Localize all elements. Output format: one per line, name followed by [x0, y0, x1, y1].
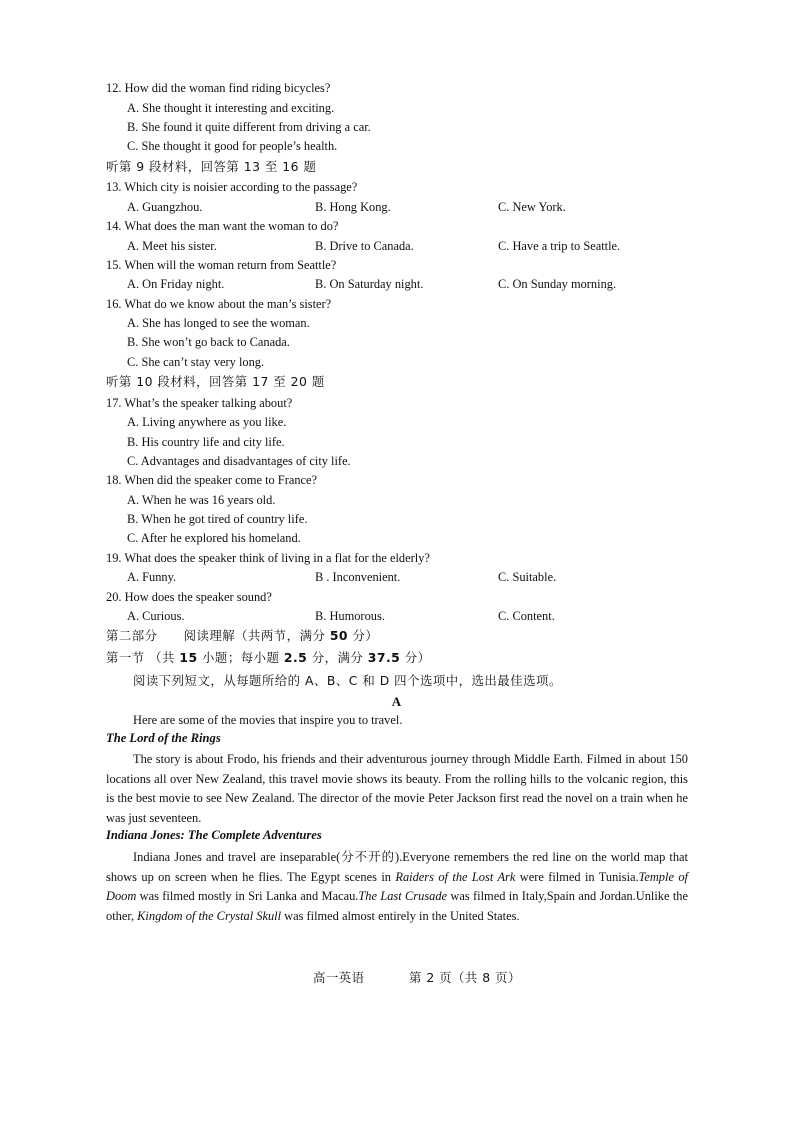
- section-1-tail: 分）: [400, 650, 431, 665]
- movie-2-film-4: Kingdom of the Crystal Skull: [137, 908, 282, 923]
- movie-1-paragraph: [106, 750, 688, 828]
- option-17c: C. Advantages and disadvantages of city life.: [127, 454, 351, 468]
- movie-2-title: Indiana Jones: The Complete Adventures: [106, 828, 322, 842]
- movie-1-title: The Lord of the Rings: [106, 731, 221, 745]
- option-16c: C. She can’t stay very long.: [127, 355, 265, 369]
- option-19a: A. Funny.: [127, 570, 177, 584]
- question-12: 12. How did the woman find riding bicycles?: [106, 81, 331, 95]
- option-20b: B. Humorous.: [315, 609, 385, 623]
- movie-2-paragraph: [106, 848, 688, 926]
- part-2-title: 阅读理解（共两节，满分: [183, 628, 330, 643]
- option-18b: B. When he got tired of country life.: [127, 512, 308, 526]
- question-20: 20. How does the speaker sound?: [106, 590, 272, 604]
- option-19b: B . Inconvenient.: [315, 570, 401, 584]
- part-2-heading: [106, 628, 378, 644]
- question-15: 15. When will the woman return from Seattle?: [106, 258, 337, 272]
- option-20a: A. Curious.: [127, 609, 185, 623]
- option-13c: C. New York.: [498, 200, 566, 214]
- movie-1-text: The story is about Frodo, his friends and their adventurous journey through Middle Earth. Filmed in about 150 locations all over New Zealand, this travel movie shows its beauty. From the rolling hills to the volcanic region, this is the best movie to see New Zealand. The director of the movie Peter Jackson first read the novel on a train when he was just seventeen.: [106, 752, 688, 825]
- footer-page-number: 第 2 页（共 8 页）: [409, 970, 521, 985]
- section-1-heading: [106, 650, 431, 666]
- option-14c: C. Have a trip to Seattle.: [498, 239, 621, 253]
- movie-2-film-3: The Last Crusade: [358, 889, 448, 903]
- option-18c: C. After he explored his homeland.: [127, 531, 301, 545]
- option-12c: C. She thought it good for people’s health.: [127, 139, 338, 153]
- section-10-heading: 听第 10 段材料，回答第 17 至 20 题: [106, 374, 325, 389]
- reading-instruction: 阅读下列短文，从每题所给的 A、B、C 和 D 四个选项中，选出最佳选项。: [133, 673, 562, 688]
- movie-2-film-1: Raiders of the Lost Ark: [395, 869, 516, 884]
- option-17b: B. His country life and city life.: [127, 435, 285, 449]
- section-1-pre: 第一节 （共: [106, 650, 180, 665]
- option-15c: C. On Sunday morning.: [498, 277, 617, 291]
- option-16b: B. She won’t go back to Canada.: [127, 335, 290, 349]
- section-1-total: 37.5: [367, 650, 401, 665]
- section-9-heading: 听第 9 段材料，回答第 13 至 16 题: [106, 159, 317, 174]
- option-20c: C. Content.: [498, 609, 555, 623]
- movie-2-film-2: Temple of Doom: [106, 869, 688, 903]
- part-2-score: 50: [329, 628, 349, 643]
- option-18a: A. When he was 16 years old.: [127, 493, 276, 507]
- section-1-each: 2.5: [283, 650, 308, 665]
- option-12a: A. She thought it interesting and exciting.: [127, 101, 335, 115]
- option-14a: A. Meet his sister.: [127, 239, 217, 253]
- movie-2-text-5: was filmed almost entirely in the United States.: [281, 908, 520, 923]
- option-15b: B. On Saturday night.: [315, 277, 424, 291]
- movie-2-text-2: were filmed in Tunisia.: [515, 869, 639, 884]
- passage-letter: A: [391, 694, 402, 709]
- part-2-label: 第二部分: [106, 628, 158, 643]
- movie-2-text-4: was filmed in Italy,Spain and Jordan.Unlike the other,: [106, 889, 688, 923]
- part-2-tail: 分）: [348, 628, 379, 643]
- section-1-mid2: 分，满分: [307, 650, 368, 665]
- option-13b: B. Hong Kong.: [315, 200, 391, 214]
- question-14: 14. What does the man want the woman to do?: [106, 219, 339, 233]
- section-1-mid: 小题；每小题: [197, 650, 284, 665]
- option-19c: C. Suitable.: [498, 570, 557, 584]
- passage-intro: Here are some of the movies that inspire you to travel.: [133, 713, 403, 727]
- option-13a: A. Guangzhou.: [127, 200, 203, 214]
- movie-2-text-3: was filmed mostly in Sri Lanka and Macau.: [136, 889, 359, 903]
- question-19: 19. What does the speaker think of living in a flat for the elderly?: [106, 551, 430, 565]
- option-16a: A. She has longed to see the woman.: [127, 316, 310, 330]
- question-13: 13. Which city is noisier according to the passage?: [106, 180, 358, 194]
- option-17a: A. Living anywhere as you like.: [127, 415, 287, 429]
- option-14b: B. Drive to Canada.: [315, 239, 414, 253]
- question-16: 16. What do we know about the man’s sister?: [106, 297, 332, 311]
- option-12b: B. She found it quite different from driving a car.: [127, 120, 371, 134]
- question-18: 18. When did the speaker come to France?: [106, 473, 318, 487]
- option-15a: A. On Friday night.: [127, 277, 225, 291]
- footer-subject: 高一英语: [313, 970, 365, 985]
- question-17: 17. What’s the speaker talking about?: [106, 396, 293, 410]
- movie-2-text-1: Indiana Jones and travel are inseparable(分不开的).Everyone remembers the red line on the world map that shows up on screen when he flies. The Egypt scenes in: [106, 850, 688, 884]
- section-1-count: 15: [179, 650, 198, 665]
